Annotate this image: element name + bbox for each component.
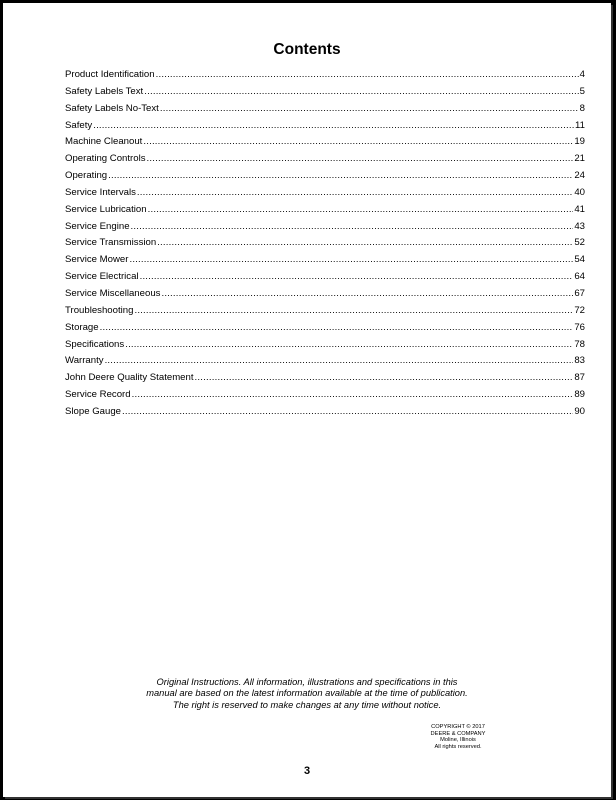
toc-entry-label: Safety Labels Text: [65, 85, 144, 97]
toc-entry-page: 90: [574, 405, 585, 417]
toc-entry-page: 8: [579, 102, 585, 114]
table-of-contents: [65, 69, 585, 423]
toc-leader-dots: [134, 305, 573, 316]
toc-entry-label: Service Engine: [65, 220, 130, 232]
toc-leader-dots: [143, 136, 573, 147]
toc-entry[interactable]: [65, 103, 585, 120]
toc-entry-label: Service Mower: [65, 254, 129, 266]
toc-entry[interactable]: [65, 271, 585, 288]
toc-entry-label: Storage: [65, 321, 99, 333]
toc-entry-label: Service Miscellaneous: [65, 287, 161, 299]
toc-entry[interactable]: [65, 254, 585, 271]
toc-entry-page: 83: [574, 355, 585, 367]
toc-entry[interactable]: [65, 221, 585, 238]
toc-entry-page: 76: [574, 321, 585, 333]
toc-entry[interactable]: [65, 86, 585, 103]
toc-leader-dots: [160, 103, 579, 114]
toc-entry[interactable]: [65, 406, 585, 423]
toc-entry-page: 24: [574, 170, 585, 182]
toc-entry[interactable]: [65, 288, 585, 305]
toc-entry-label: Slope Gauge: [65, 405, 122, 417]
toc-entry-label: Service Transmission: [65, 237, 157, 249]
toc-leader-dots: [129, 254, 573, 265]
toc-entry-page: 54: [574, 254, 585, 266]
toc-entry-page: 41: [574, 203, 585, 215]
toc-entry[interactable]: [65, 187, 585, 204]
toc-leader-dots: [125, 339, 573, 350]
document-page: [3, 3, 611, 797]
notice-line: manual are based on the latest information available at the time of publication.: [146, 688, 468, 699]
toc-entry-label: Product Identification: [65, 69, 155, 80]
toc-entry[interactable]: [65, 237, 585, 254]
toc-entry-label: John Deere Quality Statement: [65, 372, 194, 384]
toc-entry[interactable]: [65, 170, 585, 187]
toc-entry-label: Machine Cleanout: [65, 136, 143, 148]
toc-entry[interactable]: [65, 204, 585, 221]
copyright-location: Moline, Illinois: [440, 737, 476, 744]
toc-leader-dots: [105, 355, 574, 366]
toc-entry-label: Specifications: [65, 338, 125, 350]
toc-entry-label: Safety Labels No-Text: [65, 102, 159, 114]
copyright-rights: All rights reserved.: [434, 743, 482, 750]
toc-entry-label: Troubleshooting: [65, 304, 134, 316]
toc-entry[interactable]: [65, 136, 585, 153]
toc-leader-dots: [156, 69, 579, 80]
toc-entry-page: 4: [579, 69, 585, 80]
toc-leader-dots: [144, 86, 578, 97]
toc-entry-label: Operating: [65, 170, 108, 182]
toc-entry-label: Safety: [65, 119, 93, 131]
toc-leader-dots: [100, 322, 574, 333]
page-number: 3: [303, 765, 311, 777]
toc-entry-label: Operating Controls: [65, 153, 146, 165]
toc-entry-label: Service Intervals: [65, 186, 136, 198]
toc-entry-page: 5: [579, 85, 585, 97]
toc-entry-label: Service Electrical: [65, 271, 139, 283]
toc-leader-dots: [131, 221, 574, 232]
toc-entry[interactable]: [65, 372, 585, 389]
toc-entry[interactable]: [65, 153, 585, 170]
toc-entry-page: 11: [575, 119, 585, 131]
toc-entry-page: 67: [574, 287, 585, 299]
toc-leader-dots: [137, 187, 573, 198]
copyright-company: DEERE & COMPANY: [430, 730, 486, 737]
toc-leader-dots: [161, 288, 573, 299]
toc-leader-dots: [132, 389, 574, 400]
toc-entry-page: 43: [574, 220, 585, 232]
toc-leader-dots: [93, 120, 574, 131]
toc-entry-page: 21: [574, 153, 585, 165]
toc-entry[interactable]: [65, 389, 585, 406]
copyright-block: [411, 724, 505, 750]
notice-line: Original Instructions. All information, illustrations and specifications in this: [156, 677, 458, 687]
toc-leader-dots: [157, 237, 573, 248]
page-title: Contents: [273, 41, 341, 58]
instructions-notice: [3, 677, 611, 711]
toc-entry-page: 64: [574, 271, 585, 283]
toc-entry-page: 40: [574, 186, 585, 198]
toc-leader-dots: [140, 271, 574, 282]
toc-entry-label: Service Record: [65, 389, 131, 401]
toc-entry-label: Warranty: [65, 355, 104, 367]
toc-entry[interactable]: [65, 322, 585, 339]
toc-leader-dots: [195, 372, 574, 383]
toc-entry[interactable]: [65, 339, 585, 356]
notice-line: The right is reserved to make changes at any time without notice.: [172, 699, 442, 710]
toc-leader-dots: [122, 406, 573, 417]
toc-entry-page: 89: [574, 389, 585, 401]
toc-entry-page: 72: [574, 304, 585, 316]
toc-entry[interactable]: [65, 355, 585, 372]
toc-entry[interactable]: [65, 120, 585, 137]
toc-leader-dots: [147, 153, 574, 164]
toc-entry[interactable]: [65, 305, 585, 322]
copyright-line: COPYRIGHT © 2017: [431, 724, 485, 730]
toc-entry-page: 52: [574, 237, 585, 249]
toc-entry-page: 78: [574, 338, 585, 350]
toc-entry-page: 87: [574, 372, 585, 384]
toc-entry-label: Service Lubrication: [65, 203, 147, 215]
toc-leader-dots: [148, 204, 574, 215]
toc-entry-page: 19: [574, 136, 585, 148]
toc-entry[interactable]: [65, 69, 585, 86]
toc-leader-dots: [108, 170, 573, 181]
